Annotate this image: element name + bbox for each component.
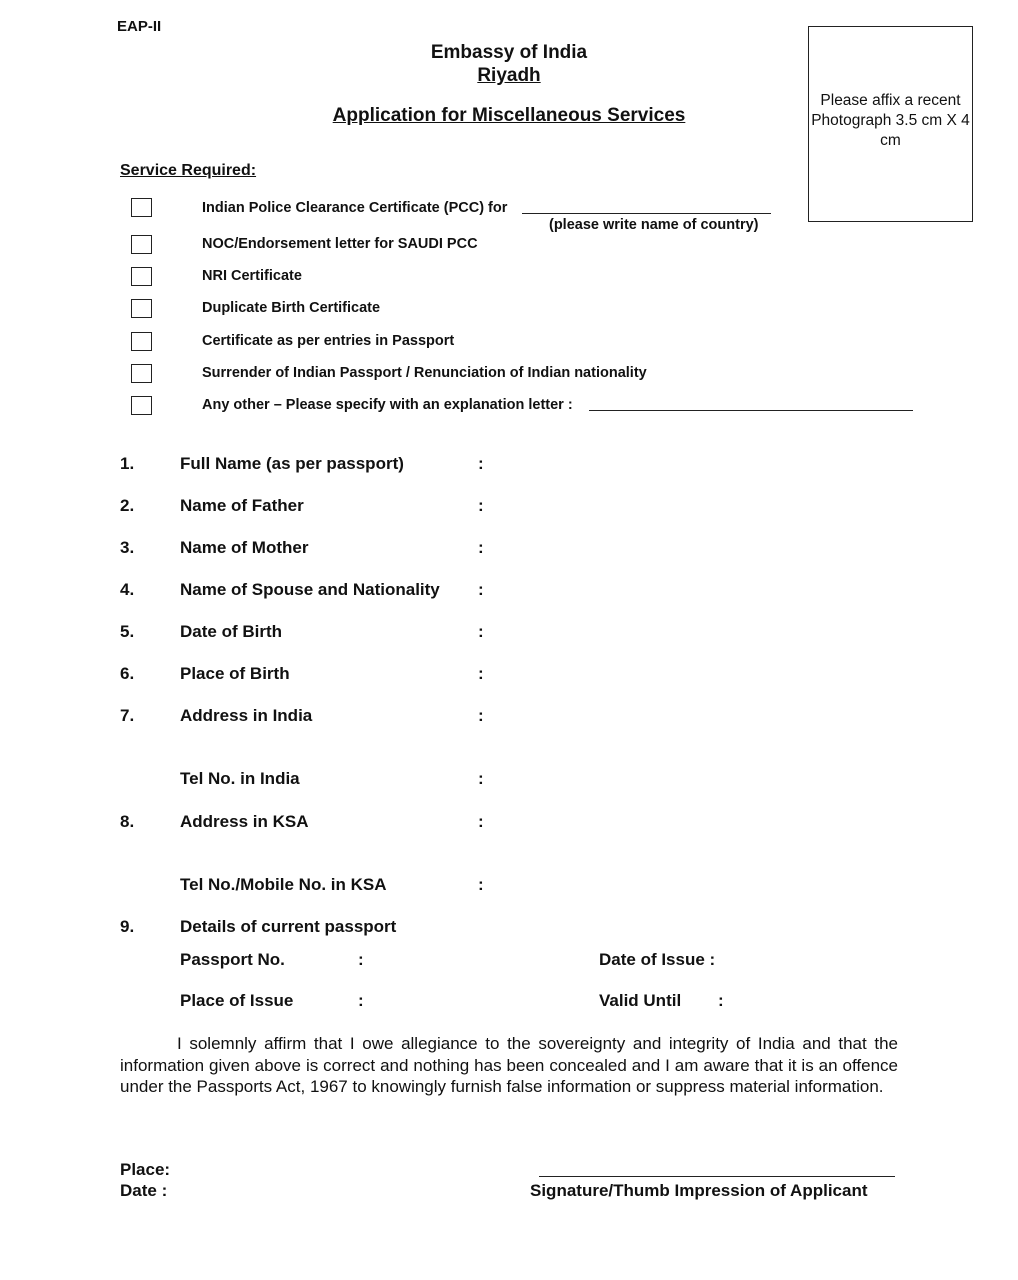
embassy-city: Riyadh [477, 65, 541, 86]
field-number: 5. [120, 622, 135, 641]
checkbox-nri[interactable] [131, 267, 152, 286]
signature-line[interactable] [539, 1176, 895, 1177]
field-colon: : [478, 769, 484, 788]
checkbox-other[interactable] [131, 396, 152, 415]
checkbox-noc[interactable] [131, 235, 152, 254]
service-label-birth-cert: Duplicate Birth Certificate [202, 300, 381, 316]
date-of-issue-label: Date of Issue : [599, 950, 716, 969]
service-label-nri: NRI Certificate [202, 268, 302, 284]
checkbox-birth-cert[interactable] [131, 299, 152, 318]
service-label-surrender: Surrender of Indian Passport / Renunciation of Indian nationality [202, 365, 647, 381]
address-ksa-label: Address in KSA [180, 812, 309, 831]
field-colon: : [478, 664, 484, 683]
service-label-other: Any other – Please specify with an explanation letter : [202, 397, 573, 413]
field-colon: : [478, 496, 484, 515]
field-colon: : [478, 454, 484, 473]
full-name-label: Full Name (as per passport) [180, 454, 404, 473]
field-number: 2. [120, 496, 135, 515]
field-number: 7. [120, 706, 135, 725]
field-colon: : [358, 950, 364, 969]
service-required-heading: Service Required: [120, 162, 257, 179]
declaration-text: I solemnly affirm that I owe allegiance to the sovereignty and integrity of India and that the information given above is correct and nothing has been concealed and I am aware that it is an offence under the Passports Act, 1967 to knowingly furnish false information or suppress material information. [120, 1034, 898, 1096]
field-colon: : [718, 991, 724, 1010]
field-colon: : [478, 875, 484, 894]
form-code: EAP-II [117, 18, 162, 35]
field-colon: : [478, 580, 484, 599]
checkbox-surrender[interactable] [131, 364, 152, 383]
field-number: 4. [120, 580, 135, 599]
service-label-passport-entries: Certificate as per entries in Passport [202, 333, 455, 349]
tel-india-label: Tel No. in India [180, 769, 300, 788]
country-note: (please write name of country) [549, 217, 759, 233]
field-colon: : [478, 538, 484, 557]
father-name-label: Name of Father [180, 496, 304, 515]
field-number: 8. [120, 812, 135, 831]
checkbox-pcc[interactable] [131, 198, 152, 217]
service-label-pcc: Indian Police Clearance Certificate (PCC) for [202, 200, 508, 216]
field-number: 1. [120, 454, 135, 473]
field-colon: : [478, 706, 484, 725]
field-number: 6. [120, 664, 135, 683]
field-number: 9. [120, 917, 135, 936]
form-title: Application for Miscellaneous Services [332, 105, 686, 126]
place-of-birth-label: Place of Birth [180, 664, 290, 683]
passport-details-label: Details of current passport [180, 917, 397, 936]
field-colon: : [478, 812, 484, 831]
place-of-issue-label: Place of Issue [180, 991, 294, 1010]
address-india-label: Address in India [180, 706, 313, 725]
valid-until-label: Valid Until [599, 991, 682, 1010]
embassy-name: Embassy of India [430, 42, 588, 63]
date-label: Date : [120, 1181, 168, 1200]
date-of-birth-label: Date of Birth [180, 622, 282, 641]
country-input-line[interactable] [522, 213, 771, 214]
service-label-noc: NOC/Endorsement letter for SAUDI PCC [202, 236, 478, 252]
field-colon: : [358, 991, 364, 1010]
photo-instructions: Please affix a recent Photograph 3.5 cm X 4 cm [811, 92, 970, 149]
spouse-label: Name of Spouse and Nationality [180, 580, 440, 599]
checkbox-passport-entries[interactable] [131, 332, 152, 351]
signature-label: Signature/Thumb Impression of Applicant [530, 1181, 868, 1200]
place-label: Place: [120, 1160, 171, 1179]
field-colon: : [478, 622, 484, 641]
tel-ksa-label: Tel No./Mobile No. in KSA [180, 875, 387, 894]
mother-name-label: Name of Mother [180, 538, 309, 557]
field-number: 3. [120, 538, 135, 557]
other-input-line[interactable] [589, 410, 913, 411]
passport-no-label: Passport No. [180, 950, 285, 969]
photo-box[interactable] [808, 26, 973, 222]
